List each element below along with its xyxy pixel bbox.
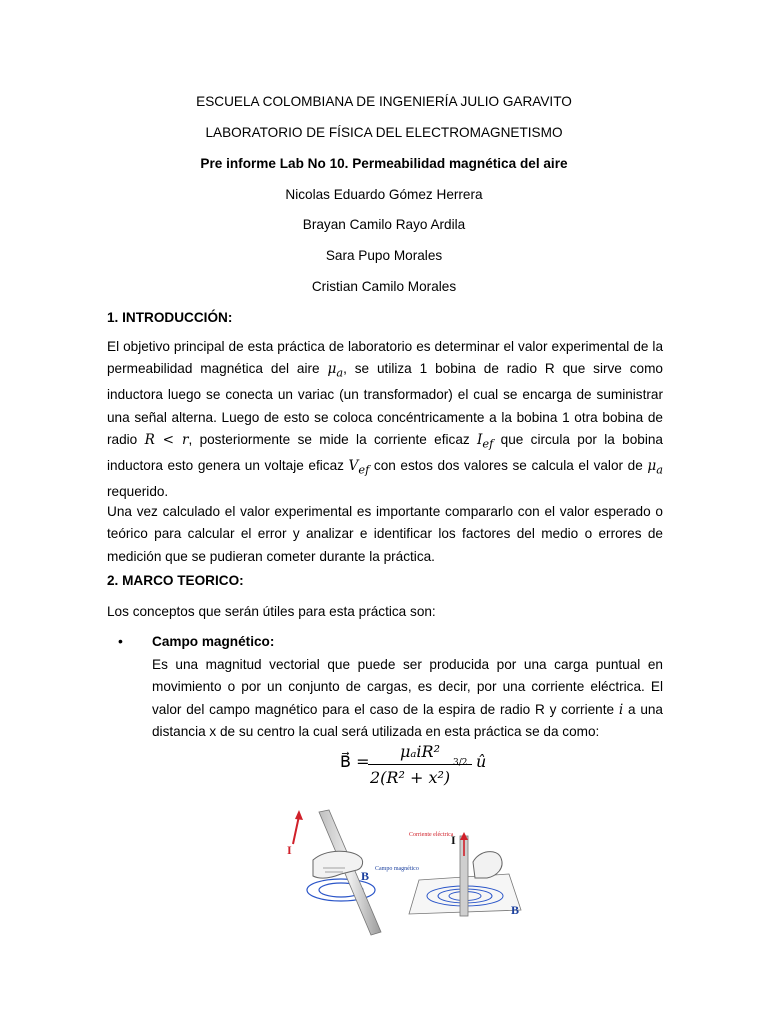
label-corriente-right: Corriente eléctrica — [409, 832, 454, 838]
label-current-left: I — [287, 843, 292, 857]
intro-heading: 1. INTRODUCCIÓN: — [107, 310, 233, 325]
magnetic-field-formula — [340, 742, 500, 796]
campo-text-a: Es una magnitud vectorial que puede ser producida por una carga puntual en movimiento o por un conjunto de cargas, es decir, por una corriente eléctrica. El valor del campo magnético para el caso de la espira de radio R y corriente — [152, 657, 663, 717]
school-name: ESCUELA COLOMBIANA DE INGENIERÍA JULIO GARAVITO — [196, 94, 572, 109]
intro-p1-text-1: El objetivo principal de esta práctica de laboratorio es determinar el valor experimental de la permeabilidad magnética del aire — [107, 339, 663, 377]
marco-heading: 2. MARCO TEORICO: — [107, 573, 244, 588]
campo-magnetico-text — [152, 654, 663, 743]
mu-a-symbol: $\mu_a$ — [327, 361, 344, 381]
bullet-marker: • — [118, 633, 123, 649]
label-field-right: B — [511, 903, 520, 917]
intro-p1-text-3: , posteriormente se mide la corriente eficaz — [188, 431, 478, 447]
intro-p1-text-2: , se utiliza 1 bobina de radio R que sirve como inductora luego se conecta un variac (un transformador) el cual se encarga de suministrar una señal alterna. Luego de esto se coloca concéntricamente a la bobina 1 otra bobina de radio — [107, 361, 663, 447]
current-arrow — [293, 816, 299, 844]
report-title: Pre informe Lab No 10. Permeabilidad magnética del aire — [200, 156, 568, 171]
intro-p1-text-4: que circula por la bobina inductora esto genera un voltaje eficaz — [107, 431, 663, 473]
v-ef-symbol: $V_{ef}$ — [348, 457, 370, 477]
label-campo-left: Campo magnético — [375, 866, 419, 872]
intro-p1-text-5: con estos dos valores se calcula el valor de — [369, 457, 648, 473]
author-4: Cristian Camilo Morales — [311, 279, 457, 294]
intro-paragraph-1 — [107, 336, 663, 503]
author-2: Brayan Camilo Rayo Ardila — [302, 217, 466, 232]
hand-grip — [473, 852, 502, 878]
radius-inequality: R < r — [144, 431, 189, 448]
label-field-left: B — [361, 869, 370, 883]
author-3: Sara Pupo Morales — [325, 248, 443, 263]
formula-denominator: 2(R² + x²) — [370, 768, 451, 787]
i-ef-symbol: $I_{ef}$ — [477, 431, 494, 451]
formula-numerator: μₐiR² — [400, 742, 440, 761]
campo-text-b: a una distancia x de su centro la cual será utilizada en esta práctica se da como: — [152, 701, 663, 739]
wire-field-plane-illustration — [405, 822, 525, 922]
marco-lead: Los conceptos que serán útiles para esta práctica son: — [107, 604, 436, 619]
label-current-right: I — [451, 833, 456, 847]
current-arrowhead — [295, 810, 303, 820]
lab-name: LABORATORIO DE FÍSICA DEL ELECTROMAGNETISMO — [205, 125, 563, 140]
right-hand-rule-illustration — [283, 808, 419, 938]
formula-unit-vector: û — [476, 752, 487, 771]
author-1: Nicolas Eduardo Gómez Herrera — [285, 187, 483, 202]
intro-p1-text-6: requerido. — [107, 483, 169, 499]
intro-paragraph-2: Una vez calculado el valor experimental es importante compararlo con el valor esperado o teórico para calcular el error y analizar e identificar los factores del medio o errores de medición que se pudieran cometer durante la práctica. — [107, 504, 663, 564]
formula-exponent: 3/2 — [453, 758, 468, 768]
mu-a-symbol-2: $\mu_a$ — [647, 457, 663, 477]
formula-lhs: B⃗ = — [340, 752, 370, 771]
current-symbol: i — [618, 701, 624, 718]
campo-magnetico-title: Campo magnético: — [152, 634, 275, 649]
